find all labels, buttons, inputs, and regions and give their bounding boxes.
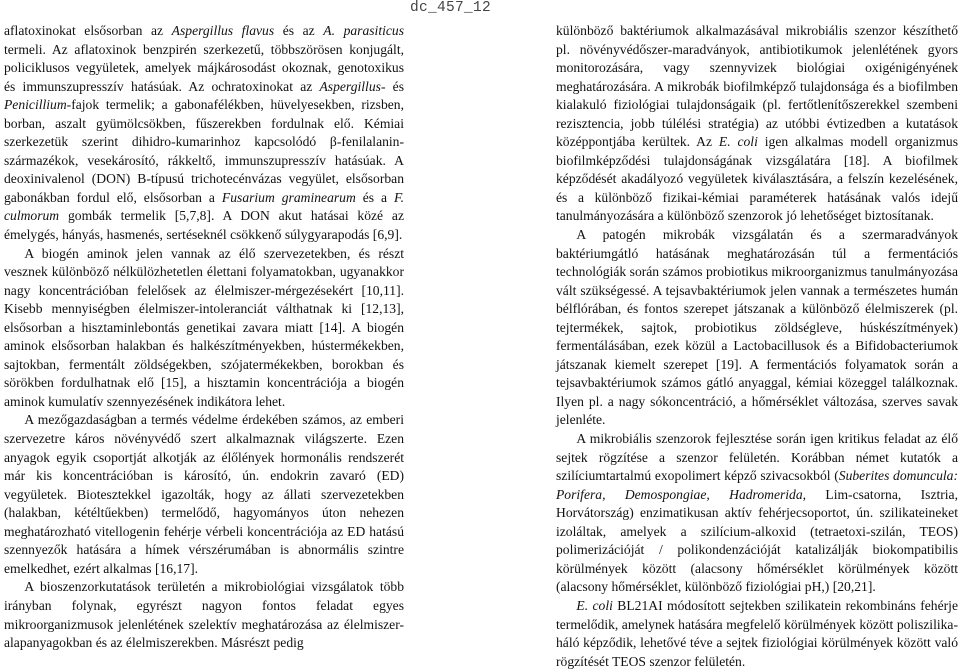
right-column	[556, 22, 958, 671]
text-run: -fajok termelik; a gabonafélékben, hüvelyesekben, rizsben, borban, aszalt gyümölcsökben, fűszerekben fordulnak elő. Kémiai szerkezetük szerint dihidro-kumarinhoz kapcsolódó β-fenilalanin-származékok, vesekárosító, rákkeltő, immunszupresszív hatásúak. A deoxinivalenol (DON) B-típusú trichotecénvázas vegyület, elsősorban gabonákban fordul elő, elsősorban a	[4, 97, 404, 205]
text-run: - és	[380, 78, 405, 94]
paragraph	[4, 411, 404, 578]
italic-term: Aspergillus	[319, 78, 381, 94]
italic-term: E. coli	[718, 134, 758, 150]
text-run: és az	[274, 23, 324, 38]
paragraph	[556, 430, 958, 597]
italic-term: Suberites domuncula: Porifera, Demospongiae, Hadromerida	[556, 468, 958, 502]
italic-term: F. culmorum	[4, 189, 404, 224]
text-run: , Lim-csatorna, Isztria, Horvátország) enzimatikusan aktív fehérjecsoportot, ún. szilikateineket izoláltak, amelyek a szilícium-alkoxid (tetraetoxi-szilán, TEOS) polimerizációját / polikondenzációját katalizálják biokompatibilis körülmények között (alacsony hőmérséklet körülmények között (alacsony hőmérséklet, különböző fiziológiai pH,) [20,21].	[556, 486, 958, 595]
italic-term: Fusarium graminearum	[221, 189, 356, 205]
text-run: A patogén mikrobák vizsgálatán és a szermaradványok baktériumgátló hatásának meghatározásán túl a fermentációs technológiák során számos probiotikus mikroorganizmus tanulmányozása vált szükségessé. A tejsavbaktériumok jelen vannak a természetes humán bélflórában, és fontos szerepet játszanak a különböző élelmiszerek (pl. tejtermékek, sajtok, probiotikus zöldségleve, húskészítmények) fermentálásában, ezek közül a Lactobacillusok és a Bifidobacteriumok játszanak kiemelt szerepet [19]. A fermentációs folyamatok során a tejsavbaktériumok számos gátló anyaggal, kémiai közeggel találkoznak. Ilyen pl. a nagy sókoncentráció, a hőmérséklet változása, szerves savak jelenléte.	[556, 227, 958, 428]
italic-term: Penicillium	[4, 97, 67, 113]
text-run: A mezőgazdaságban a termés védelme érdekében számos, az emberi szervezetre káros növényvédő szert alkalmaznak világszerte. Ezen anyagok egyik csoportját alkotják az élőlények hormonális rendszerét már kis koncentrációban is károsító, ún. endokrin zavaró (ED) vegyületek. Biotesztekkel igazolták, hogy az állati szervezetekben (halakban, kétéltűekben) termelődő, hagyományos úton nehezen meghatározható vitellogenin fehérje vérbeli koncentrációja az ED hatású szennyezők hatására a hímek vérszérumában is abnormális szintre emelkedhet, ezért alkalmas [16,17].	[4, 412, 404, 576]
document-id: dc_457_12	[409, 0, 491, 16]
paragraph	[556, 22, 958, 226]
text-run: BL21AI módosított sejtekben szilikatein rekombináns fehérje termelődik, amelynek hatására megfelelő körülmények között poliszilika-háló képződik, lehetővé téve a sejtek fiziológiai körülmények között való rögzítését TEOS szenzor felületén.	[556, 597, 958, 669]
paragraph	[556, 226, 958, 430]
text-run: A bioszenzorkutatások területén a mikrobiológiai vizsgálatok több irányban folynak, egyrészt nagyon fontos feladat egyes mikroorganizmusok jelenlétének szelektív meghatározása az élelmiszer-alapanyagokban és az élelmiszerekben. Másrészt pedig	[4, 579, 404, 651]
text-run: gombák termelik [5,7,8]. A DON akut hatásai közé az émelygés, hányás, hasmenés, sertéseknél csökkenő súlygyarapodás [6,9].	[4, 208, 404, 243]
left-column	[4, 22, 404, 653]
text-run: aflatoxinokat elsősorban az	[4, 23, 172, 38]
text-run: A biogén aminok jelen vannak az élő szervezetekben, és részt vesznek különböző nélkülözhetetlen élettani folyamatokban, ugyanakkor nagy koncentrációban felelősek az élelmiszer-mérgezésekért [10,11]. Kisebb mennyiségben élelmiszer-intoleranciát válthatnak ki [12,13], elsősorban a hisztaminlebontás genetikai zavara miatt [14]. A biogén aminok elsősorban halakban és halkészítményekben, hústermékekben, sajtokban, fermentált zöldségekben, szójatermékekben, borokban és sörökben fordulhatnak elő [15], a hisztamin koncentrációja a biogén aminok kumulatív szennyezésének indikátora lehet.	[4, 245, 404, 409]
text-run: különböző baktériumok alkalmazásával mikrobiális szenzor készíthető pl. növényvédőszer-maradványok, antibiotikumok jelenlétének gyors monitorozására, vagy szennyvizek biológiai oxigénigényének meghatározására. A mikrobák biofilmképző tulajdonsága és a biofilmben kialakuló fiziológiai tulajdonságaik (pl. fertőtlenítőszerekkel szembeni rezisztencia, jobb túlélési stratégia) az utóbbi évtizedben a kutatások középpontjába kerültek. Az	[556, 23, 958, 150]
paragraph	[4, 22, 404, 245]
paragraph	[4, 578, 404, 652]
italic-term: Aspergillus flavus	[171, 23, 275, 38]
text-run: és a	[355, 189, 395, 205]
text-run: termeli. Az aflatoxinok benzpirén szerkezetű, többszörösen konjugált, policiklusos vegyületek, amelyek májkárosodást okoznak, genotoxikus és immunszupresszív hatásúak. Az ochratoxinokat az	[4, 41, 404, 94]
text-run: A mikrobiális szenzorok fejlesztése során igen kritikus feladat az élő sejtek rögzítése a szenzor felületén. Korábban német kutatók a szilíciumtartalmú exopolimert képző szivacsokból (	[556, 431, 958, 484]
paragraph	[556, 597, 958, 671]
text-run: igen alkalmas modell organizmus biofilmképződési tulajdonságának vizsgálatára [18]. A biofilmek képződését akadályozó vegyületek kiválasztására, a felszín kezelésének, és a különböző fizikai-kémiai paraméterek hatásának valós idejű tanulmányozására a különböző szenzorok jó lehetőséget biztosítanak.	[556, 134, 958, 224]
italic-term: A. parasiticus	[323, 23, 405, 38]
italic-term: E. coli	[576, 597, 613, 613]
paragraph	[4, 245, 404, 412]
